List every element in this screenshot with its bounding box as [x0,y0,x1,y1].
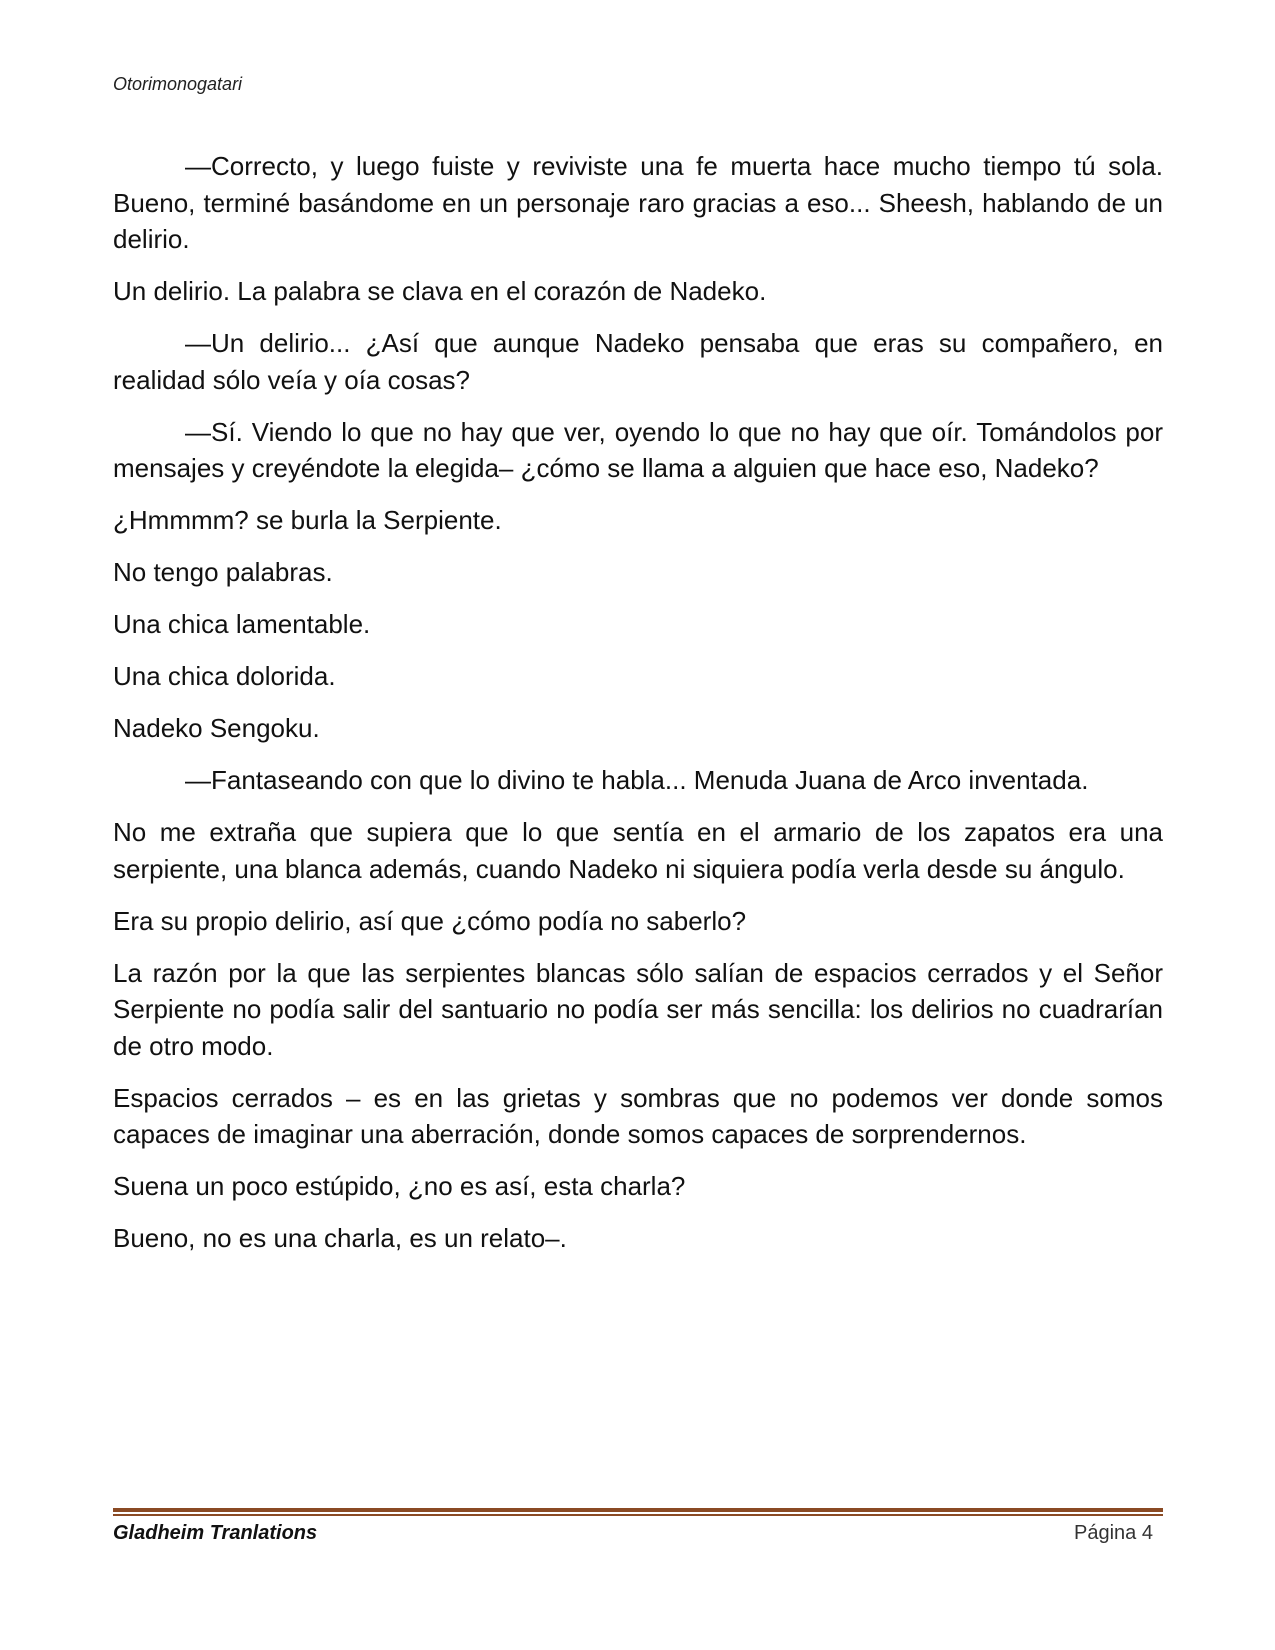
paragraph: Un delirio. La palabra se clava en el corazón de Nadeko. [113,276,767,306]
footer-rule-thick-line [113,1508,1163,1512]
paragraph: Suena un poco estúpido, ¿no es así, esta charla? [113,1171,686,1201]
paragraph: No tengo palabras. [113,557,333,587]
footer-rule-thin-line [113,1514,1163,1516]
paragraph: Espacios cerrados – es en las grietas y sombras que no podemos ver donde somos capaces de imaginar una aberración, donde somos capaces de sorprendernos. [113,1082,1163,1149]
footer-publisher: Gladheim Tranlations [113,1522,318,1544]
paragraph: —Un delirio... ¿Así que aunque Nadeko pensaba que eras su compañero, en realidad sólo veía y oía cosas? [113,328,1163,395]
footer-page-number: Página 4 [1074,1522,1153,1544]
paragraph: Bueno, no es una charla, es un relato–. [113,1223,567,1253]
paragraph: Una chica dolorida. [113,661,336,691]
body-text [113,148,1163,1272]
paragraph: ¿Hmmmm? se burla la Serpiente. [113,505,502,535]
paragraph: No me extraña que supiera que lo que sentía en el armario de los zapatos era una serpiente, una blanca además, cuando Nadeko ni siquiera podía verla desde su ángulo. [113,817,1163,884]
paragraph: Era su propio delirio, así que ¿cómo podía no saberlo? [113,905,747,936]
running-header-title: Otorimonogatari [113,74,243,94]
paragraph: —Fantaseando con que lo divino te habla... Menuda Juana de Arco inventada. [185,765,1089,795]
paragraph: Una chica lamentable. [113,609,371,639]
paragraph: —Correcto, y luego fuiste y reviviste una fe muerta hace mucho tiempo tú sola. Bueno, terminé basándome en un personaje raro gracias a eso... Sheesh, hablando de un delirio. [113,151,1163,254]
paragraph: Nadeko Sengoku. [113,713,320,743]
paragraph: —Sí. Viendo lo que no hay que ver, oyendo lo que no hay que oír. Tomándolos por mensajes y creyéndote la elegida– ¿cómo se llama a alguien que hace eso, Nadeko? [113,416,1163,483]
paragraph: La razón por la que las serpientes blancas sólo salían de espacios cerrados y el Señor Serpiente no podía salir del santuario no podía ser más sencilla: los delirios no cuadrarían de otro modo. [113,957,1163,1061]
footer-rule [113,1508,1163,1516]
